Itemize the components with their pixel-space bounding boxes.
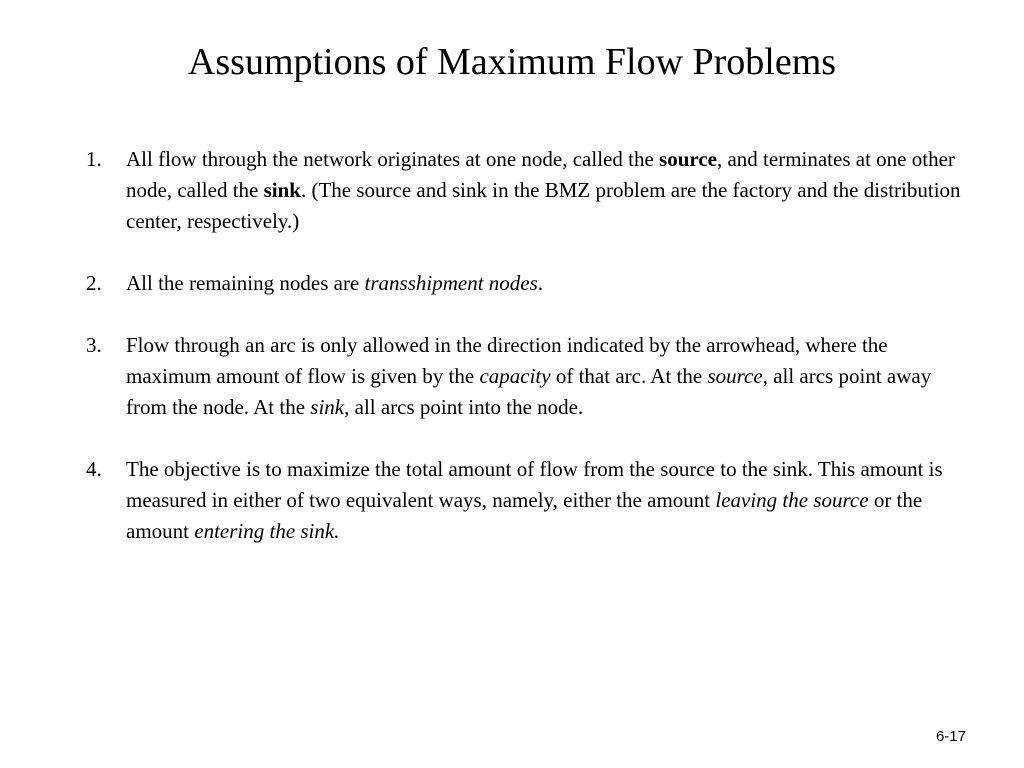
text-segment: , all arcs point away from the node. At the bbox=[126, 364, 932, 419]
slide-page-number: 6-17 bbox=[935, 728, 966, 745]
term-source: source bbox=[707, 364, 763, 388]
text-segment: or the amount bbox=[126, 488, 923, 543]
assumption-list bbox=[86, 144, 966, 578]
text-segment: of that arc. At the bbox=[550, 364, 708, 388]
text-segment: . bbox=[537, 271, 544, 295]
text-segment: Flow through an arc is only allowed in the direction indicated by the arrowhead, where the maximum amount of flow is given by the bbox=[126, 333, 888, 388]
item-text bbox=[126, 457, 943, 543]
text-segment: The objective is to maximize the total amount of flow from the source to the sink. This amount is measured in either of two equivalent ways, namely, either the amount bbox=[126, 457, 943, 512]
term-sink: sink bbox=[310, 395, 345, 419]
item-number: 3. bbox=[86, 333, 102, 357]
term-sink: sink bbox=[263, 178, 301, 202]
slide-title: Assumptions of Maximum Flow Problems bbox=[187, 41, 837, 83]
assumption-item-1 bbox=[86, 144, 966, 237]
item-text bbox=[126, 147, 961, 233]
text-segment: All the remaining nodes are bbox=[126, 271, 365, 295]
term-capacity: capacity bbox=[479, 364, 551, 388]
item-text bbox=[126, 271, 543, 295]
assumption-item-4 bbox=[86, 454, 966, 547]
assumption-item-2 bbox=[86, 268, 966, 299]
term-source: source bbox=[659, 147, 717, 171]
text-segment: . (The source and sink in the BMZ problem are the factory and the distribution center, respectively.) bbox=[126, 178, 961, 233]
term-leaving-the-source: leaving the source bbox=[715, 488, 869, 512]
term-transshipment-nodes: transshipment nodes bbox=[364, 271, 538, 295]
item-number: 1. bbox=[86, 147, 102, 171]
term-entering-the-sink: entering the sink. bbox=[194, 519, 340, 543]
text-segment: All flow through the network originates at one node, called the bbox=[126, 147, 660, 171]
assumption-item-3 bbox=[86, 330, 966, 423]
text-segment: , all arcs point into the node. bbox=[344, 395, 584, 419]
item-text bbox=[126, 333, 931, 419]
item-number: 2. bbox=[86, 271, 102, 295]
text-segment: , and terminates at one other node, called the bbox=[126, 147, 955, 202]
item-number: 4. bbox=[86, 457, 102, 481]
